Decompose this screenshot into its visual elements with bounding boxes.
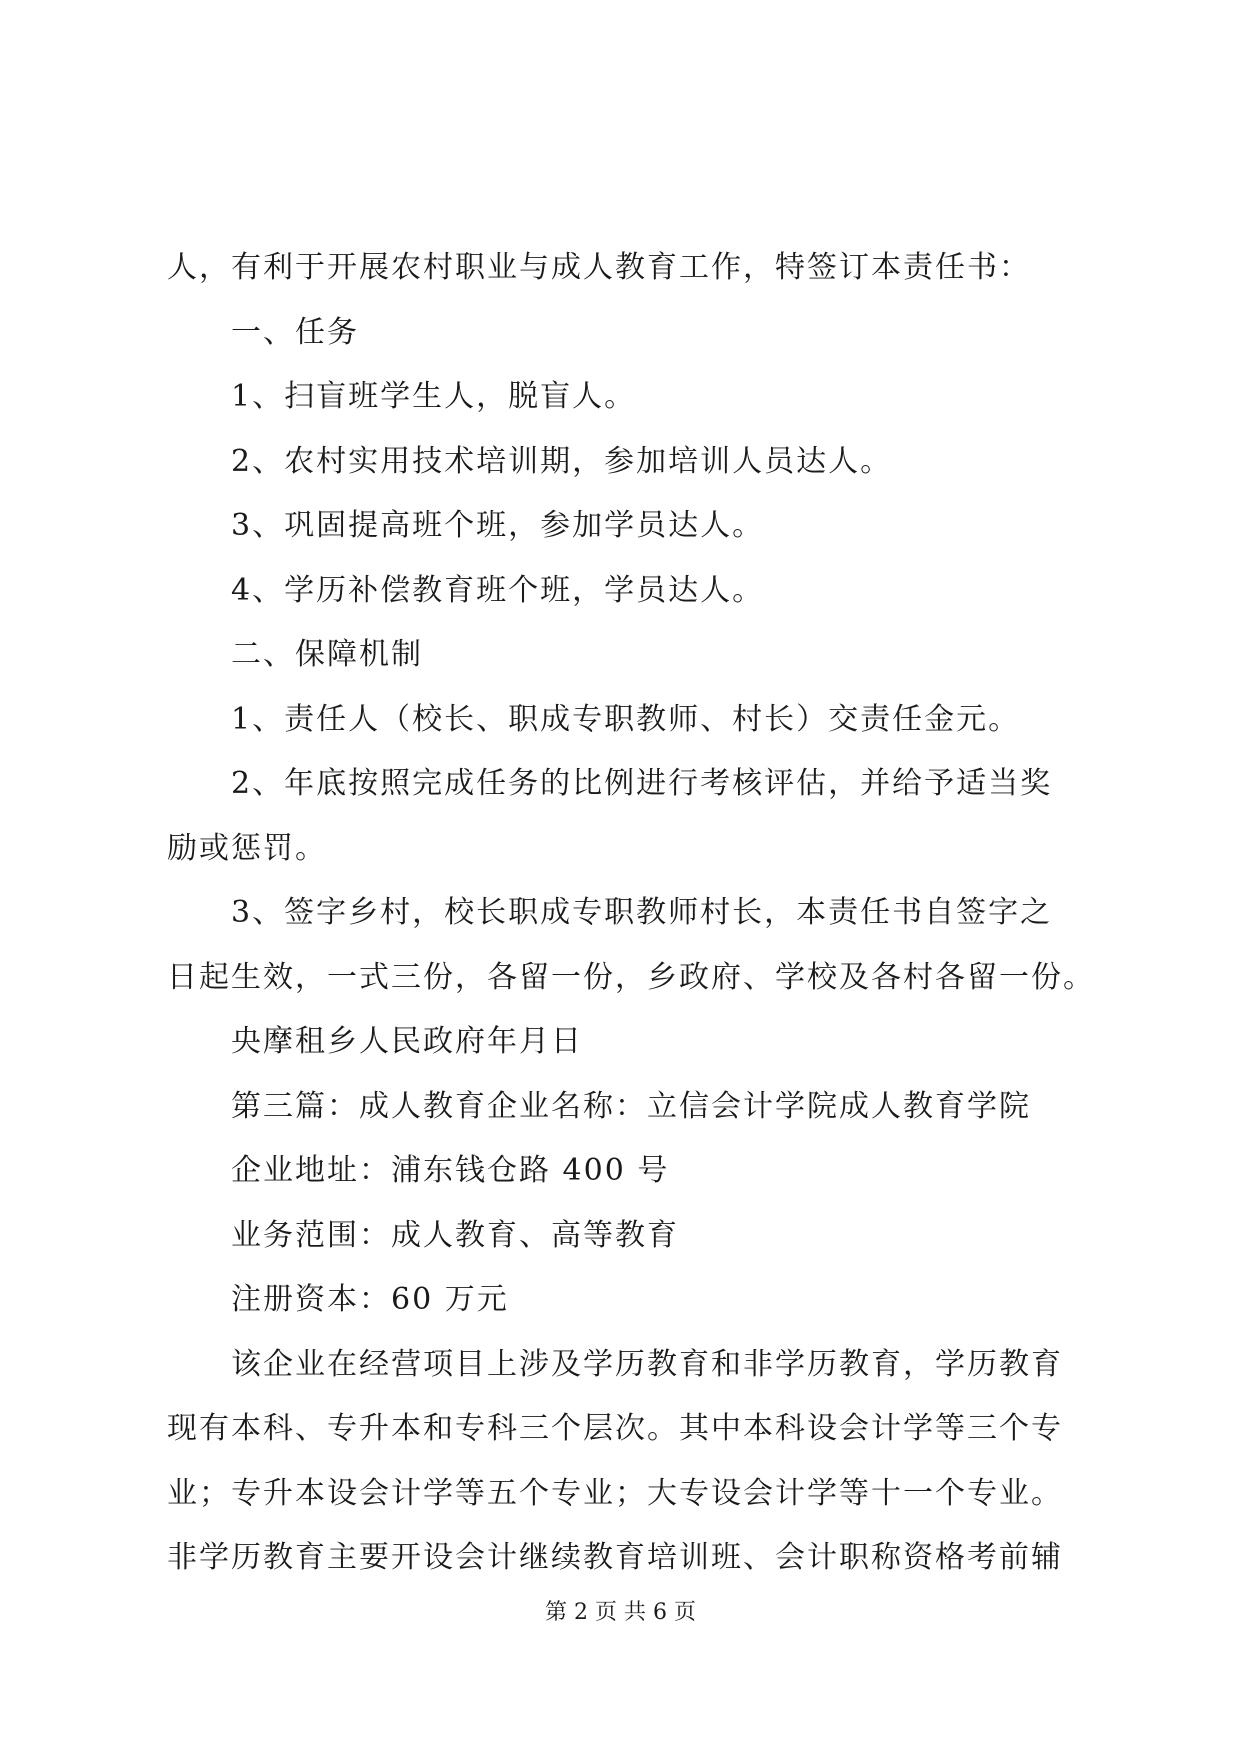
text-line: 1、扫盲班学生人，脱盲人。 [231,379,637,414]
section-heading-tasks: 一、任务 [231,314,359,350]
article-heading: 第三篇：成人教育企业名称：立信会计学院成人教育学院 [231,1088,1031,1124]
section-heading-mechanism: 二、保障机制 [231,637,423,672]
text-line: 励或惩罚。 [167,830,327,866]
text-line: 非学历教育主要开设会计继续教育培训班、会计职称资格考前辅 [167,1540,1063,1575]
registered-capital: 注册资本：60 万元 [231,1282,509,1317]
text-line: 人，有利于开展农村职业与成人教育工作，特签订本责任书： [167,250,1031,285]
business-scope: 业务范围：成人教育、高等教育 [231,1217,679,1253]
text-line: 3、签字乡村，校长职成专职教师村长，本责任书自签字之 [231,895,1053,930]
text-line: 4、学历补偿教育班个班，学员达人。 [231,572,765,608]
signature-line: 央摩租乡人民政府年月日 [231,1024,583,1059]
text-line: 1、责任人（校长、职成专职教师、村长）交责任金元。 [231,701,1021,737]
text-line: 日起生效，一式三份，各留一份，乡政府、学校及各村各留一份。 [167,959,1095,995]
text-line: 2、农村实用技术培训期，参加培训人员达人。 [231,443,893,479]
text-line: 现有本科、专升本和专科三个层次。其中本科设会计学等三个专 [167,1411,1063,1446]
text-line: 3、巩固提高班个班，参加学员达人。 [231,508,765,543]
company-address: 企业地址：浦东钱仓路 400 号 [231,1153,670,1188]
document-body [167,236,1097,1591]
text-line: 2、年底按照完成任务的比例进行考核评估，并给予适当奖 [231,766,1053,801]
text-line: 该企业在经营项目上涉及学历教育和非学历教育，学历教育 [231,1346,1063,1382]
page-number-footer: 第 2 页 共 6 页 [545,1600,696,1625]
text-line: 业；专升本设会计学等五个专业；大专设会计学等十一个专业。 [167,1475,1063,1511]
